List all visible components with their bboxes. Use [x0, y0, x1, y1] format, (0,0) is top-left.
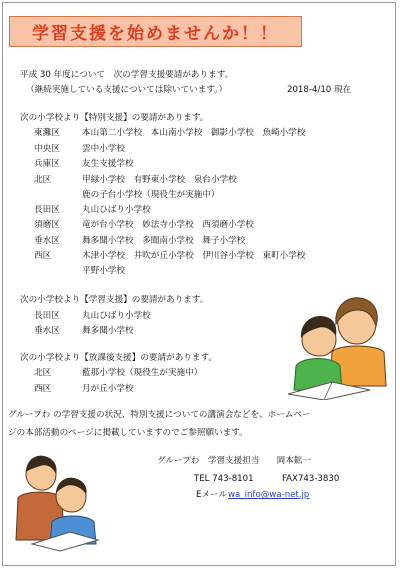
learning-schools: 丸山ひばり小学校: [82, 311, 151, 321]
learning-heading: 次の小学校より【学習支援】の要請があります。: [20, 295, 209, 305]
contact-tel: TEL 743-8101: [194, 474, 254, 484]
special-district: 北区: [34, 175, 52, 185]
learning-district: 垂水区: [34, 326, 60, 336]
notice-line-1: グループわ の学習支援の状況、特別支援についての講演会などを、ホームペー: [8, 410, 311, 420]
special-schools: 鹿の子台小学校（現役生が実施中）: [82, 190, 220, 200]
special-schools: 舞多聞小学校 多聞南小学校 舞子小学校: [82, 236, 246, 246]
contact-email-label: Eメール: [196, 490, 228, 500]
special-district: 中央区: [34, 144, 60, 154]
tutor-child-illustration-2: [12, 452, 102, 552]
special-schools: 友生支援学校: [82, 159, 134, 169]
intro-line-1: 平成 30 年度について 次の学習支援要請があります。: [20, 70, 234, 80]
contact-org: グループわ 学習支援担当 岡本鉱一: [157, 456, 312, 466]
special-schools: 本山第二小学校 本山南小学校 御影小学校 魚崎小学校: [82, 128, 306, 138]
special-district: 長田区: [34, 205, 60, 215]
afterschool-heading: 次の小学校より【放課後支援】の要請があります。: [20, 353, 217, 363]
afterschool-district: 北区: [34, 368, 52, 378]
tutor-child-illustration-1: [280, 290, 395, 400]
afterschool-district: 西区: [34, 384, 52, 394]
notice-line-2: ジの本部活動のページに掲載していますのでご参照願います。: [8, 428, 248, 438]
special-schools: 平野小学校: [82, 266, 125, 276]
afterschool-schools: 月が丘小学校: [82, 384, 134, 394]
afterschool-schools: 藍那小学校（現役生が実施中）: [82, 368, 203, 378]
special-district: 兵庫区: [34, 159, 60, 169]
special-schools: 甲緑小学校 有野東小学校 泉台小学校: [82, 175, 237, 185]
special-district: 垂水区: [34, 236, 60, 246]
contact-fax: FAX743-3830: [282, 474, 340, 484]
title-banner: [9, 16, 302, 47]
special-heading: 次の小学校より【特別支援】の要請があります。: [20, 113, 209, 123]
intro-line-2: （継続実施している支援については除いています。）: [26, 85, 228, 95]
intro-date: 2018-4/10 現在: [287, 85, 352, 95]
special-district: 須磨区: [34, 220, 60, 230]
learning-district: 長田区: [34, 311, 60, 321]
special-schools: 木津小学校 井吹が丘小学校 伊川谷小学校 東町小学校: [82, 251, 306, 261]
page-title: 学習支援を始めませんか！！: [32, 24, 279, 44]
special-schools: 雲中小学校: [82, 144, 125, 154]
special-district: 東灘区: [34, 128, 60, 138]
special-district: 西区: [34, 251, 52, 261]
special-schools: 丸山ひばり小学校: [82, 205, 151, 215]
learning-schools: 舞多聞小学校: [82, 326, 134, 336]
contact-email-link[interactable]: wa_info@wa-net.jp: [228, 490, 310, 500]
special-schools: 竜が台小学校 妙法寺小学校 西須磨小学校: [82, 220, 254, 230]
